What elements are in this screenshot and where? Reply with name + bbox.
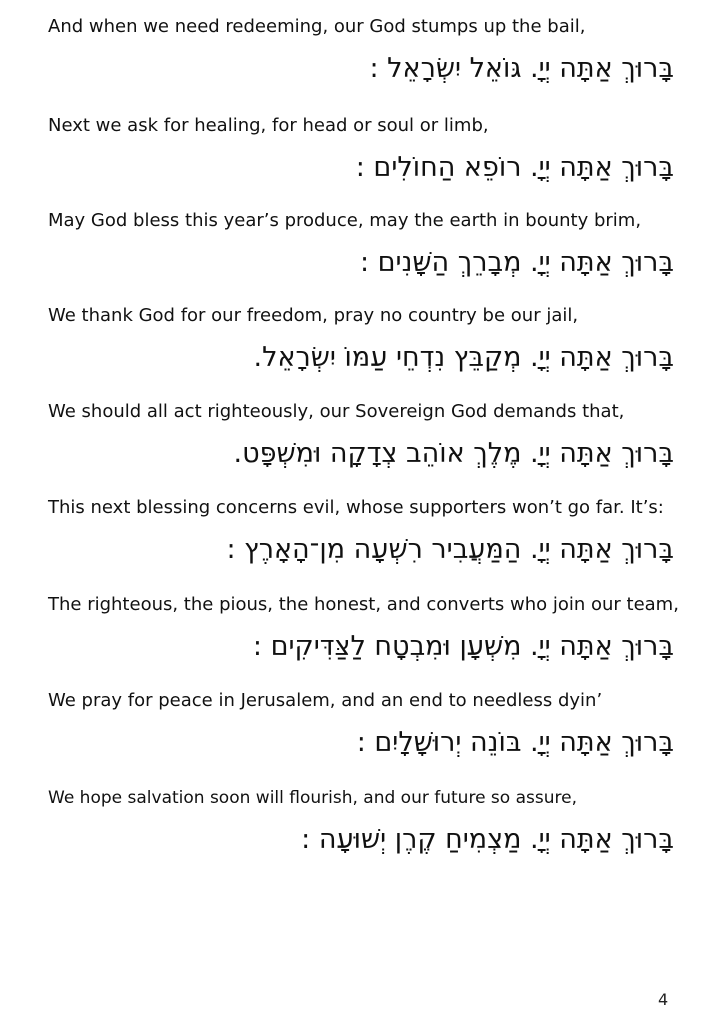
hebrew-blessing-7: בָּרוּךְ אַתָּה יְיָ. מִשְׁעָן וּמִבְטָח לַצַּדִּיקִים : <box>252 631 674 662</box>
page-number: 4 <box>658 990 669 1009</box>
english-verse-1: And when we need redeeming, our God stumps up the bail, <box>48 16 586 37</box>
hebrew-blessing-1: בָּרוּךְ אַתָּה יְיָ. גּוֹאֵל יִשְׂרָאֵל : <box>369 53 674 84</box>
english-verse-4: We thank God for our freedom, pray no country be our jail, <box>48 305 579 326</box>
hebrew-blessing-4: בָּרוּךְ אַתָּה יְיָ. מְקַבֵּץ נִדְחֵי עַמּוֹ יִשְׂרָאֵל. <box>253 342 674 373</box>
hebrew-blessing-6: בָּרוּךְ אַתָּה יְיָ. הַמַּעֲבִיר רִשְׁעָה מִן־הָאָרֶץ : <box>226 534 674 565</box>
hebrew-blessing-5: בָּרוּךְ אַתָּה יְיָ. מֶלֶךְ אוֹהֵב צְדָקָה וּמִשְׁפָּט. <box>233 438 674 469</box>
english-verse-3: May God bless this year’s produce, may the earth in bounty brim, <box>48 210 642 231</box>
hebrew-blessing-9: בָּרוּךְ אַתָּה יְיָ. מַצְמִיחַ קֶרֶן יְשׁוּעָה : <box>301 824 674 855</box>
hebrew-blessing-2: בָּרוּךְ אַתָּה יְיָ. רוֹפֵא הַחוֹלִים : <box>355 152 674 183</box>
english-verse-2: Next we ask for healing, for head or soul or limb, <box>48 115 489 136</box>
english-verse-9: We hope salvation soon will flourish, and our future so assure, <box>48 788 577 808</box>
english-verse-7: The righteous, the pious, the honest, and converts who join our team, <box>48 594 679 615</box>
english-verse-5: We should all act righteously, our Sovereign God demands that, <box>48 401 625 422</box>
english-verse-6: This next blessing concerns evil, whose supporters won’t go far. It’s: <box>48 497 664 518</box>
hebrew-blessing-3: בָּרוּךְ אַתָּה יְיָ. מְבָרֵךְ הַשָּׁנִים : <box>359 247 674 278</box>
hebrew-blessing-8: בָּרוּךְ אַתָּה יְיָ. בּוֹנֵה יְרוּשָׁלָיִם : <box>356 727 674 758</box>
english-verse-8: We pray for peace in Jerusalem, and an end to needless dyin’ <box>48 690 603 711</box>
